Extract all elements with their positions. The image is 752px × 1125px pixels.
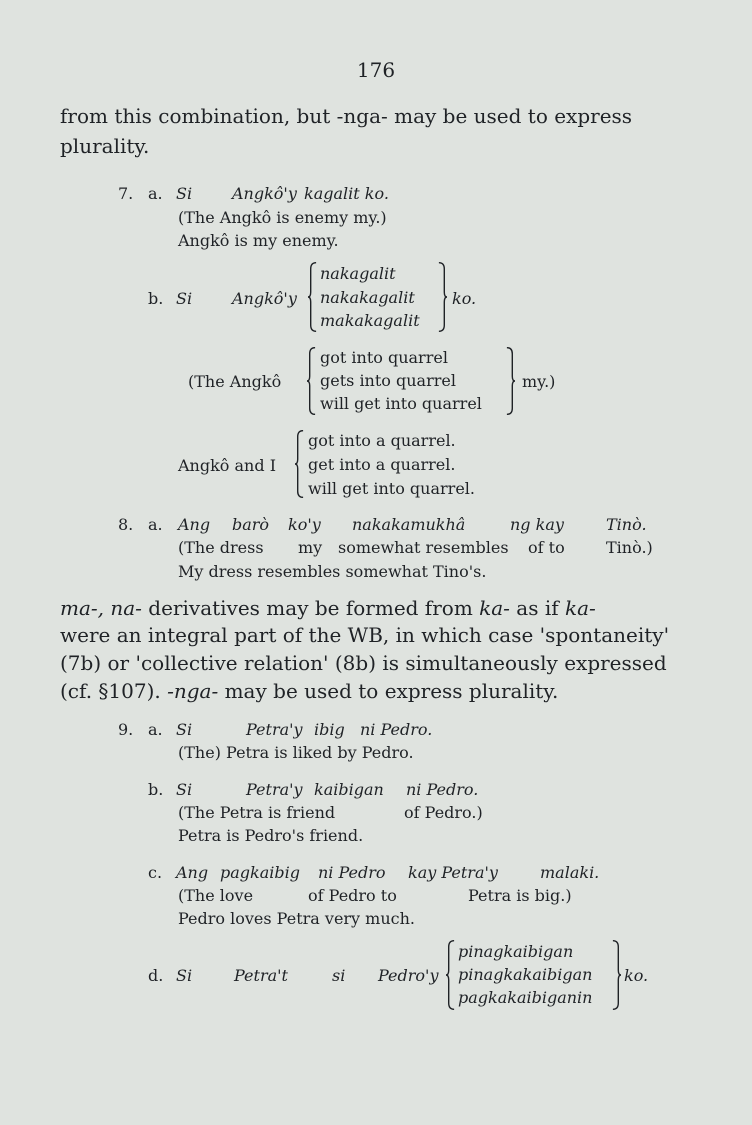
ex9d-option-2: pinagkakaibigan bbox=[458, 965, 593, 984]
ex9d-word: Pedro'y bbox=[378, 966, 439, 985]
left-brace bbox=[308, 262, 317, 332]
ex9c-word: kay Petra'y bbox=[408, 863, 498, 882]
ex9b-word: kaibigan bbox=[314, 780, 384, 799]
ex7a-gloss: (The Angkô is enemy my.) bbox=[178, 208, 387, 227]
paragraph-line-1 bbox=[60, 596, 596, 620]
ex9d-word: Si bbox=[176, 966, 193, 985]
para-affixes: ma-, na- bbox=[60, 596, 142, 620]
para-text: may be used to express plurality. bbox=[218, 679, 559, 703]
intro-line-1: from this combination, but -nga- may be used to express bbox=[60, 104, 633, 128]
ex9c-word: Ang bbox=[176, 863, 209, 882]
ex9d-end: ko. bbox=[624, 966, 649, 985]
left-brace bbox=[295, 430, 304, 498]
ex8-gloss-part: my bbox=[298, 538, 323, 557]
ex9a-word: ni Pedro. bbox=[360, 720, 433, 739]
ex7b-option-1: nakagalit bbox=[320, 264, 396, 283]
ex8-gloss-part: Tinò.) bbox=[606, 538, 653, 557]
ex7b-gloss-option-3: will get into quarrel bbox=[320, 394, 482, 413]
ex7a-si: Si bbox=[176, 184, 193, 203]
ex8-label: a. bbox=[148, 515, 163, 534]
ex7b-end: ko. bbox=[452, 289, 477, 308]
ex8-word: ng kay bbox=[510, 515, 564, 534]
right-brace bbox=[612, 940, 621, 1010]
ex7b-option-2: nakakagalit bbox=[320, 288, 415, 307]
ex8-number: 8. bbox=[118, 515, 134, 534]
ex7b-translation-option-2: get into a quarrel. bbox=[308, 455, 456, 474]
ex9a-word: Si bbox=[176, 720, 193, 739]
ex7b-option-3: makakagalit bbox=[320, 311, 420, 330]
ex9c-gloss-part: of Pedro to bbox=[308, 886, 397, 905]
ex9d-label: d. bbox=[148, 966, 164, 985]
right-brace bbox=[438, 262, 447, 332]
ex9c-gloss-part: Petra is big.) bbox=[468, 886, 572, 905]
ex7a-label: a. bbox=[148, 184, 163, 203]
para-text: derivatives may be formed from bbox=[141, 596, 480, 620]
ex7b-si: Si bbox=[176, 289, 193, 308]
ex8-word: Tinò. bbox=[606, 515, 647, 534]
ex7a-word: Angkô'y bbox=[232, 184, 297, 203]
ex9d-word: Petra't bbox=[234, 966, 288, 985]
ex8-word: ko'y bbox=[288, 515, 321, 534]
ex9d-option-3: pagkakaibiganin bbox=[458, 988, 593, 1007]
ex8-word: nakakamukhâ bbox=[352, 515, 466, 534]
ex9b-translation: Petra is Pedro's friend. bbox=[178, 826, 364, 845]
ex9b-word: Si bbox=[176, 780, 193, 799]
ex9c-word: malaki. bbox=[540, 863, 600, 882]
ex9d-word: si bbox=[332, 966, 346, 985]
ex9-number: 9. bbox=[118, 720, 134, 739]
ex9b-word: ni Pedro. bbox=[406, 780, 479, 799]
para-affix: ka- bbox=[565, 596, 596, 620]
para-affix: ka- bbox=[479, 596, 510, 620]
paragraph-line-2: were an integral part of the WB, in which case 'spontaneity' bbox=[60, 623, 670, 647]
para-text: as if bbox=[509, 596, 566, 620]
ex8-word: barò bbox=[232, 515, 270, 534]
ex9b-gloss-part: of Pedro.) bbox=[404, 803, 483, 822]
ex9b-gloss-part: (The Petra is friend bbox=[178, 803, 336, 822]
paragraph-line-3: (7b) or 'collective relation' (8b) is simultaneously expressed bbox=[60, 651, 667, 675]
ex9c-label: c. bbox=[148, 863, 163, 882]
ex9c-translation: Pedro loves Petra very much. bbox=[178, 909, 416, 928]
ex8-translation: My dress resembles somewhat Tino's. bbox=[178, 562, 487, 581]
right-brace bbox=[506, 347, 515, 415]
ex7b-gloss-option-2: gets into quarrel bbox=[320, 371, 456, 390]
left-brace bbox=[446, 940, 455, 1010]
ex9c-gloss-part: (The love bbox=[178, 886, 254, 905]
ex7a-rest: kagalit ko. bbox=[304, 184, 389, 203]
ex8-gloss-part: of to bbox=[528, 538, 565, 557]
paragraph-line-4 bbox=[60, 679, 558, 703]
para-affix: -nga- bbox=[167, 679, 219, 703]
ex9a-word: ibig bbox=[314, 720, 345, 739]
ex7-number: 7. bbox=[118, 184, 134, 203]
ex9a-label: a. bbox=[148, 720, 163, 739]
ex7b-translation-option-3: will get into quarrel. bbox=[308, 479, 475, 498]
ex8-gloss-part: somewhat resembles bbox=[338, 538, 509, 557]
ex7b-word: Angkô'y bbox=[232, 289, 297, 308]
ex7b-gloss-pre: (The Angkô bbox=[188, 372, 282, 391]
ex7b-gloss-option-1: got into quarrel bbox=[320, 348, 448, 367]
ex9a-word: Petra'y bbox=[246, 720, 303, 739]
ex7b-translation-pre: Angkô and I bbox=[178, 456, 277, 475]
ex7b-gloss-end: my.) bbox=[522, 372, 556, 391]
ex7a-translation: Angkô is my enemy. bbox=[178, 231, 339, 250]
left-brace bbox=[307, 347, 316, 415]
ex7b-label: b. bbox=[148, 289, 164, 308]
intro-line-2: plurality. bbox=[60, 134, 150, 158]
ex9c-word: ni Pedro bbox=[318, 863, 386, 882]
ex8-word: Ang bbox=[178, 515, 211, 534]
ex9b-word: Petra'y bbox=[246, 780, 303, 799]
ex9a-gloss: (The) Petra is liked by Pedro. bbox=[178, 743, 414, 762]
ex7b-translation-option-1: got into a quarrel. bbox=[308, 431, 456, 450]
ex9b-label: b. bbox=[148, 780, 164, 799]
ex9d-option-1: pinagkaibigan bbox=[458, 942, 574, 961]
ex9c-word: pagkaibig bbox=[220, 863, 300, 882]
page-number: 176 bbox=[356, 58, 396, 82]
para-text: (cf. §107). bbox=[60, 679, 168, 703]
ex8-gloss-part: (The dress bbox=[178, 538, 264, 557]
